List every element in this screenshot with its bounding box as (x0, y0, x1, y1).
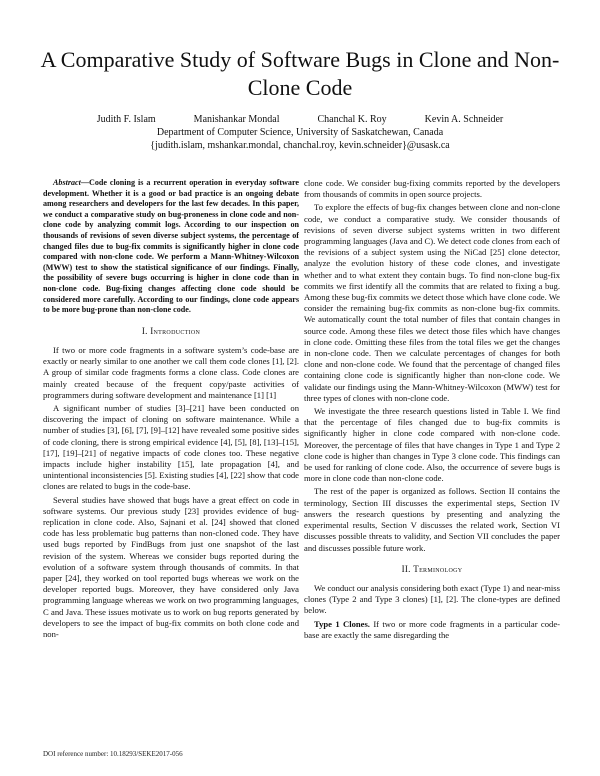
abstract-text: —Code cloning is a recurrent operation in everyday software development. Whether it is a good or bad practice is an ongoing debate among researchers and developers for the last few decades. In this paper, we conduct a comparative study on bug-proneness in clone code and non-clone code by analyzing commit logs. According to our inspection on thousands of revisions of seven diverse subject systems, the percentage of changed files due to bug-fix commits is significantly higher in clone code compared with non-clone code. We perform a Mann-Whitney-Wilcoxon (MWW) test to show the statistical significance of our findings. Finally, the possibility of severe bugs occurring is higher in clone code than in non-clone code. Bug-fixing changes affecting clone code should be considered more carefully. According to our findings, clone code appears to be more bug-prone than non-clone code. (43, 178, 299, 315)
paper-title: A Comparative Study of Software Bugs in Clone and Non-Clone Code (40, 47, 560, 100)
paragraph: The rest of the paper is organized as follows. Section II contains the terminology, Section III discusses the experimental steps, Section IV answers the research questions by presenting and analyzing the experimental results, Section V discusses the related work, Section VI discusses possible threats to validity, and Section VII concludes the paper and discusses possible future work. (304, 486, 560, 553)
author-name: Chanchal K. Roy (317, 114, 387, 125)
abstract (43, 178, 299, 316)
section-number: II. (401, 563, 411, 574)
section-heading-introduction (43, 326, 299, 337)
section-title: Terminology (413, 563, 463, 574)
paragraph: Several studies have showed that bugs have a great effect on code in software systems. Our previous study [23] provides evidence of bug-replication in clone code. Also, Sajnani et al. [24] showed that cloned code has less problematic bug patterns than non-cloned code. They have used bugs reported by FindBugs from just one snapshot of the last revision of the system. Whereas we consider bugs reported during the evolution of a software system through thousands of commits. In that paper [24], they worked on tool reported bugs whereas we work on the developer reported bugs. Moreover, they have considered only Java programming language whereas we work on two programming languages, C and Java. These issues motivate us to work on bug reports generated by developers to see the impact of bug-fix commits on both clone code and non- (43, 494, 299, 639)
author-name: Manishankar Mondal (193, 114, 280, 125)
left-column (43, 178, 299, 642)
affiliation: Department of Computer Science, University of Saskatchewan, Canada (156, 127, 444, 138)
doi-footer: DOI reference number: 10.18293/SEKE2017-056 (43, 750, 183, 758)
paragraph: We conduct our analysis considering both exact (Type 1) and near-miss clones (Type 2 and Type 3 clones) [1], [2]. The clone-types are defined below. (304, 582, 560, 616)
section-number: I. (141, 325, 148, 336)
section-heading-terminology (304, 564, 560, 575)
author-list (60, 113, 540, 126)
author-name: Kevin A. Schneider (424, 114, 504, 125)
author-name: Judith F. Islam (96, 114, 156, 125)
author-emails: {judith.islam, mshankar.mondal, chanchal.roy, kevin.schneider}@usask.ca (150, 140, 450, 151)
term-label: Type 1 Clones. (314, 618, 370, 629)
paragraph: A significant number of studies [3]–[21] have been conducted on discovering the impact of cloning on software maintenance. While a number of studies [3], [6], [7], [9]–[12] have revealed some positive sides of code cloning, there is strong empirical evidence [4], [5], [8], [13]–[15], [17], [19]–[21] of negative impacts of code clones too. These negative impacts include higher instability [15], late propagation [4], and unintentional inconsistencies [5]. Existing studies [4], [22] show that code clones are related to bugs in the code-base. (43, 402, 299, 492)
paragraph: We investigate the three research questions listed in Table I. We find that the percentage of files changed due to bug-fix commits is significantly higher in clone code compared with non-clone code. Moreover, the percentage of files that have changes in Type 1 and Type 2 clone code is higher than changes in Type 3 clone code. This findings can be used for ranking of clone code. Also, the occurrence of severe bugs is more in clone code than non-clone code. (304, 406, 560, 484)
paragraph: To explore the effects of bug-fix changes between clone and non-clone code, we conduct a comparative study. We consider thousands of revisions of seven diverse subject systems written in two different programming languages (Java and C). We detect code clones from each of the revisions of a subject system using the NiCad [25] clone detector, analyze the evolution history of these code clones, and investigate whether and to what extent they contain bugs. To find non-clone bug-fix commits we first identify all the commits that are related to fixing a bug. Among these bug-fix commits we detect those which have clone code. We consider the remaining bug-fix commits as non-clone bug-fix commits. We automatically count the total number of files that contain changes in source code. Among these files we detect those files which have changes in clone code. Omitting these files from the total files we get the changes in non-clone code. Then we calculate percentages of changes for both clone and non-clone code. We found that the percentage of changed files containing clone code is significantly higher than non-clone code. We validate our findings using the Mann-Whitney-Wilcoxon (MWW) test for three types of clones with non-clone code. (304, 202, 560, 403)
right-column (304, 178, 560, 643)
term-text: If two or more code fragments in a particular code-base are exactly the same disregarding the (304, 618, 560, 640)
abstract-label: Abstract (53, 178, 81, 187)
section-title: Introduction (150, 325, 201, 336)
paragraph (304, 619, 560, 641)
paragraph: If two or more code fragments in a software system’s code-base are exactly or nearly similar to one another we call them code clones [1], [2]. A group of similar code fragments forms a clone class. Code clones are mainly created because of the frequent copy/paste activities of programmers during software development and maintenance [1] [1] (43, 344, 299, 400)
paragraph: clone code. We consider bug-fixing commits reported by the developers from thousands of commits in open source projects. (304, 178, 560, 200)
